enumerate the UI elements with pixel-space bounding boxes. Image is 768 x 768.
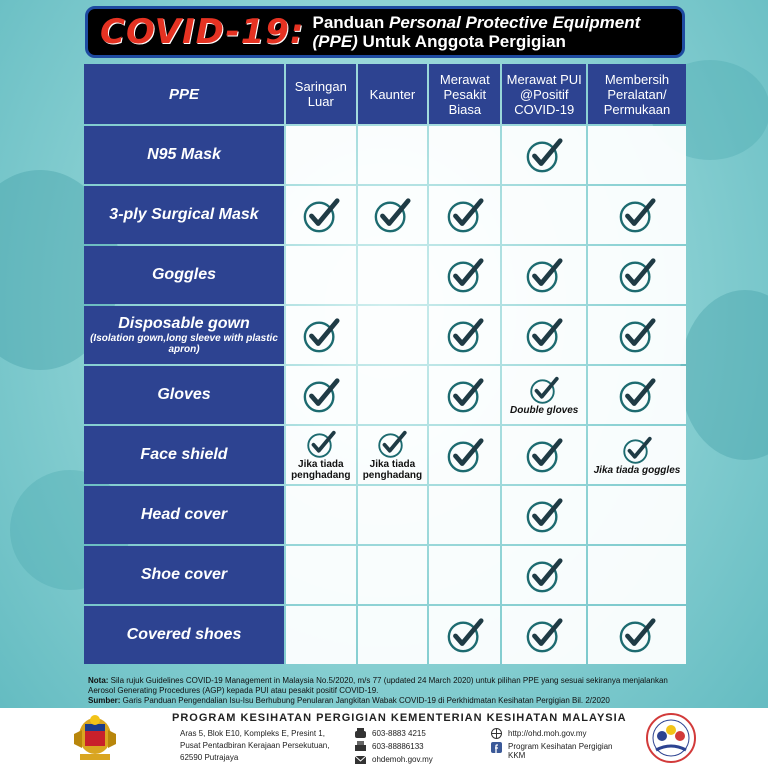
- ppe-item-label: [84, 126, 284, 184]
- address-line: Aras 5, Blok E10, Kompleks E, Presint 1,: [180, 729, 325, 738]
- ppe-item-label: [84, 366, 284, 424]
- footnote: [88, 676, 688, 706]
- table-row: [84, 486, 686, 544]
- website-link: http://ohd.moh.gov.my: [508, 729, 587, 738]
- ppe-item-name: 3-ply Surgical Mask: [109, 206, 259, 223]
- check-icon: [618, 196, 656, 234]
- column-header: Merawat Pesakit Biasa: [429, 64, 500, 124]
- phone-icon: [355, 728, 366, 739]
- check-icon: [446, 436, 484, 474]
- fax-number: 603-88886133: [372, 742, 424, 751]
- check-icon: [622, 435, 652, 465]
- table-cell: [358, 186, 428, 244]
- table-cell: [502, 426, 586, 484]
- check-icon: [377, 429, 407, 459]
- check-icon: [525, 556, 563, 594]
- check-icon: [446, 196, 484, 234]
- phone-number: 603-8883 4215: [372, 729, 426, 738]
- table-cell: [588, 126, 686, 184]
- cell-note: Jika tiada penghadang: [362, 459, 423, 481]
- check-icon: [302, 196, 340, 234]
- table-cell: [502, 126, 586, 184]
- cell-note: Jika tiada penghadang: [291, 459, 351, 481]
- nota-text: Sila rujuk Guidelines COVID-19 Management in Malaysia No.5/2020, m/s 77 (updated 24 March 2020) untuk pilihan PPE yang sesuai sekiranya menjalankan Aerosol Generating Procedures (AGP) kepada PUI atau pesakit positif COVID-19.: [88, 676, 668, 695]
- table-cell: [358, 426, 428, 484]
- column-header: Merawat PUI @Positif COVID-19: [502, 64, 586, 124]
- subtitle-part: Personal Protective Equipment: [389, 13, 641, 32]
- ppe-item-name: N95 Mask: [147, 146, 221, 163]
- check-icon: [525, 316, 563, 354]
- table-cell: [502, 186, 586, 244]
- table-cell: [358, 546, 428, 604]
- cell-note: Jika tiada goggles: [593, 464, 681, 476]
- table-cell: [588, 246, 686, 304]
- check-icon: [529, 375, 559, 405]
- table-cell: [429, 246, 500, 304]
- check-icon: [618, 316, 656, 354]
- ppe-item-name: Goggles: [151, 266, 216, 283]
- facebook-icon: [491, 742, 502, 753]
- table-row: [84, 366, 686, 424]
- check-icon: [446, 256, 484, 294]
- table-cell: [588, 486, 686, 544]
- ppe-item-label: [84, 246, 284, 304]
- table-cell: [358, 486, 428, 544]
- ppe-item-name: Covered shoes: [126, 626, 242, 643]
- ppe-item-name: Gloves: [157, 386, 211, 403]
- background-virus-blob: [680, 290, 768, 460]
- table-cell: [429, 546, 500, 604]
- ppe-item-name: Disposable gown: [118, 315, 250, 332]
- facebook-name: Program Kesihatan Pergigian: [508, 742, 613, 751]
- covid-title: COVID-19:: [100, 12, 305, 52]
- table-row: [84, 606, 686, 664]
- table-cell: [358, 366, 428, 424]
- cell-note: Double gloves: [510, 404, 579, 416]
- check-icon: [525, 256, 563, 294]
- ppe-item-label: [84, 306, 284, 364]
- ppe-item-label: [84, 546, 284, 604]
- table-cell: [286, 546, 356, 604]
- table-cell: [502, 366, 586, 424]
- phone-contact: [355, 728, 426, 739]
- table-cell: [429, 366, 500, 424]
- ppe-item-name: Head cover: [140, 506, 228, 523]
- check-icon: [302, 376, 340, 414]
- facebook-name: KKM: [508, 751, 526, 760]
- sumber-text: Garis Panduan Pengendalian Isu-Isu Berhubung Penularan Jangkitan Wabak COVID-19 di Perkhidmatan Kesihatan Pergigian Bil. 2/2020: [120, 696, 610, 705]
- table-cell: [429, 186, 500, 244]
- table-cell: [588, 366, 686, 424]
- table-cell: [286, 246, 356, 304]
- table-header-row: [84, 64, 686, 124]
- fax-icon: [355, 741, 366, 752]
- address: [180, 728, 329, 764]
- check-icon: [618, 376, 656, 414]
- ppe-table: [82, 62, 688, 666]
- column-header: Membersih Peralatan/ Permukaan: [588, 64, 686, 124]
- check-icon: [525, 136, 563, 174]
- check-icon: [525, 436, 563, 474]
- table-cell: [502, 486, 586, 544]
- column-header: Saringan Luar: [286, 64, 356, 124]
- ppe-item-subtitle: (Isolation gown,long sleeve with plastic apron): [90, 333, 278, 355]
- table-cell: [286, 126, 356, 184]
- table-cell: [429, 606, 500, 664]
- check-icon: [618, 616, 656, 654]
- table-cell: [588, 546, 686, 604]
- address-line: 62590 Putrajaya: [180, 753, 239, 762]
- table-cell: [286, 486, 356, 544]
- table-cell: [588, 606, 686, 664]
- table-row: [84, 546, 686, 604]
- table-body: [84, 126, 686, 664]
- table-row: [84, 186, 686, 244]
- table-cell: [429, 126, 500, 184]
- subtitle-part: (PPE): [312, 32, 358, 51]
- title-banner: [85, 6, 685, 58]
- table-cell: [588, 306, 686, 364]
- table-row: [84, 126, 686, 184]
- facebook-contact[interactable]: [491, 742, 613, 760]
- table-cell: [286, 426, 356, 484]
- table-cell: [502, 246, 586, 304]
- sumber-label: Sumber:: [88, 696, 121, 705]
- ppe-item-label: [84, 186, 284, 244]
- table-cell: [429, 426, 500, 484]
- ppe-item-label: [84, 486, 284, 544]
- table-cell: [502, 306, 586, 364]
- table-cell: [358, 246, 428, 304]
- table-cell: [429, 486, 500, 544]
- subtitle-part: Untuk Anggota Pergigian: [357, 32, 566, 51]
- dental-program-logo-icon: [642, 712, 700, 764]
- table-cell: [286, 186, 356, 244]
- table-cell: [429, 306, 500, 364]
- ppe-item-name: Shoe cover: [140, 566, 228, 583]
- check-icon: [525, 496, 563, 534]
- subtitle: [312, 13, 640, 51]
- footer: [0, 708, 768, 768]
- table-cell: [588, 426, 686, 484]
- table-cell: [358, 606, 428, 664]
- ppe-item-label: [84, 426, 284, 484]
- globe-icon: [491, 728, 502, 739]
- fax-contact: [355, 741, 424, 752]
- table-row: [84, 426, 686, 484]
- table-cell: [286, 306, 356, 364]
- email-contact[interactable]: [355, 754, 433, 765]
- check-icon: [302, 316, 340, 354]
- web-contact[interactable]: [491, 728, 587, 739]
- email-address: ohdemoh.gov.my: [372, 755, 433, 764]
- table-cell: [502, 606, 586, 664]
- nota-label: Nota:: [88, 676, 109, 685]
- table-row: [84, 306, 686, 364]
- table-cell: [358, 126, 428, 184]
- malaysia-crest-icon: [68, 712, 122, 764]
- table-cell: [358, 306, 428, 364]
- check-icon: [446, 376, 484, 414]
- mail-icon: [355, 754, 366, 765]
- check-icon: [618, 256, 656, 294]
- table-cell: [588, 186, 686, 244]
- check-icon: [446, 616, 484, 654]
- address-line: Pusat Pentadbiran Kerajaan Persekutuan,: [180, 741, 330, 750]
- column-header: Kaunter: [358, 64, 428, 124]
- table-cell: [286, 606, 356, 664]
- check-icon: [373, 196, 411, 234]
- table-cell: [286, 366, 356, 424]
- check-icon: [446, 316, 484, 354]
- subtitle-part: Panduan: [312, 13, 389, 32]
- ppe-item-label: [84, 606, 284, 664]
- check-icon: [525, 616, 563, 654]
- table-cell: [502, 546, 586, 604]
- table-row: [84, 246, 686, 304]
- organization-name: PROGRAM KESIHATAN PERGIGIAN KEMENTERIAN KESIHATAN MALAYSIA: [172, 712, 627, 724]
- check-icon: [306, 429, 336, 459]
- column-header-ppe: PPE: [84, 64, 284, 124]
- ppe-item-name: Face shield: [140, 446, 228, 463]
